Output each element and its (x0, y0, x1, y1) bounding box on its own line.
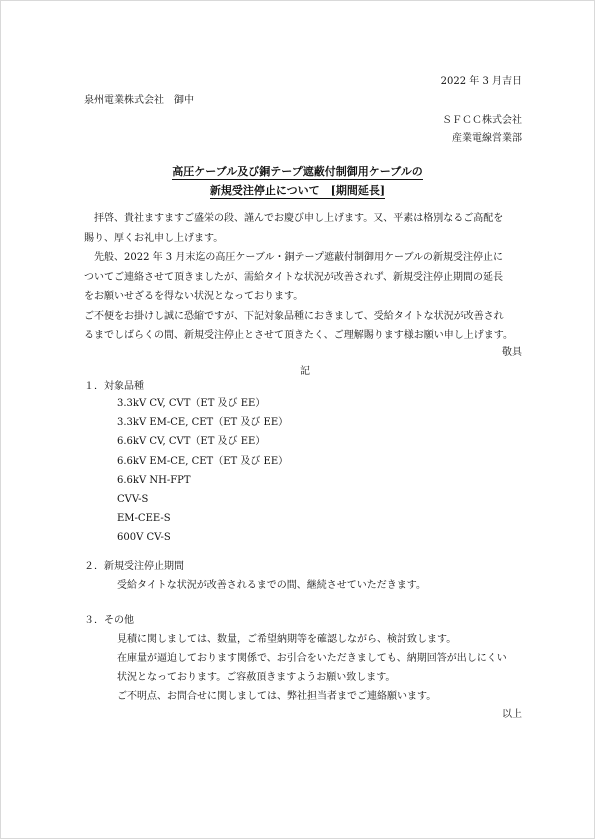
title-line-1 (0, 163, 595, 179)
section-3-line: 在庫量が逼迫しております関係で、お引合をいただきましても、納期回答が出しにくい (117, 653, 507, 664)
list-item: 6.6kV EM-CE, CET（ET 及び EE） (117, 455, 289, 467)
body-line: をお願いせざるを得ない状況となっております。 (84, 291, 304, 302)
recipient: 泉州電業株式会社 御中 (84, 95, 194, 106)
section-3-line: ご不明点、お問合せに関しましては、弊社担当者までご連絡願います。 (117, 691, 437, 702)
body-line: 拝啓、貴社ますますご盛栄の段、謹んでお慶び申し上げます。又、平素は格別なるご高配を (84, 213, 504, 224)
body-paragraph (84, 209, 524, 346)
title-line-2 (0, 182, 595, 198)
target-product-list (117, 394, 288, 548)
list-item: 6.6kV NH-FPT (117, 474, 191, 486)
section-1-heading: １．対象品種 (84, 381, 144, 392)
section-3-heading: ３．その他 (84, 615, 134, 626)
list-item: 3.3kV EM-CE, CET（ET 及び EE） (117, 417, 289, 429)
body-line: 先般、2022 年 3 月末迄の高圧ケーブル・銅テープ遮蔽付制御用ケーブルの新規受注停止に (84, 252, 504, 263)
ki-marker: 記 (300, 366, 310, 377)
end-ijou: 以上 (502, 709, 522, 720)
list-item: 3.3kV CV, CVT（ET 及び EE） (117, 398, 266, 409)
list-item: EM-CEE-S (117, 513, 171, 525)
section-3-line: 状況となっております。ご容赦頂きますようお願い致します。 (117, 672, 396, 683)
body-line: 賜り、厚くお礼申し上げます。 (84, 232, 224, 244)
section-2-text: 受給タイトな状況が改善されるまでの間、継続させていただきます。 (117, 580, 426, 591)
sender-department: 産業電線営業部 (452, 133, 522, 144)
list-item: CVV-S (117, 494, 149, 506)
section-2-heading: ２．新規受注停止期間 (84, 561, 184, 572)
body-line: るまでしばらくの間、新規受注停止とさせて頂きたく、ご理解賜ります様お願い申し上げます。 (84, 330, 513, 341)
body-line: ついてご連絡させて頂きましたが、需給タイトな状況が改善されず、新規受注停止期間の延長 (84, 271, 503, 283)
title-line-1-text: 高圧ケーブル及び銅テープ遮蔽付制御用ケーブルの (172, 165, 423, 178)
title-line-2-text: 新規受注停止について [期間延長] (209, 184, 386, 197)
list-item: 600V CV-S (117, 532, 171, 544)
closing-keigu: 敬具 (502, 347, 522, 358)
body-line: ご不便をお掛けし誠に恐縮ですが、下記対象品種におきまして、受給タイトな状況が改善され (84, 310, 504, 322)
section-3-line: 見積に関しましては、数量，ご希望納期等を確認しながら、検討致します。 (117, 634, 457, 645)
list-item: 6.6kV CV, CVT（ET 及び EE） (117, 436, 266, 448)
sender-company: ＳＦＣＣ株式会社 (442, 115, 522, 126)
document-date: 2022 年 3 月吉日 (440, 76, 522, 87)
